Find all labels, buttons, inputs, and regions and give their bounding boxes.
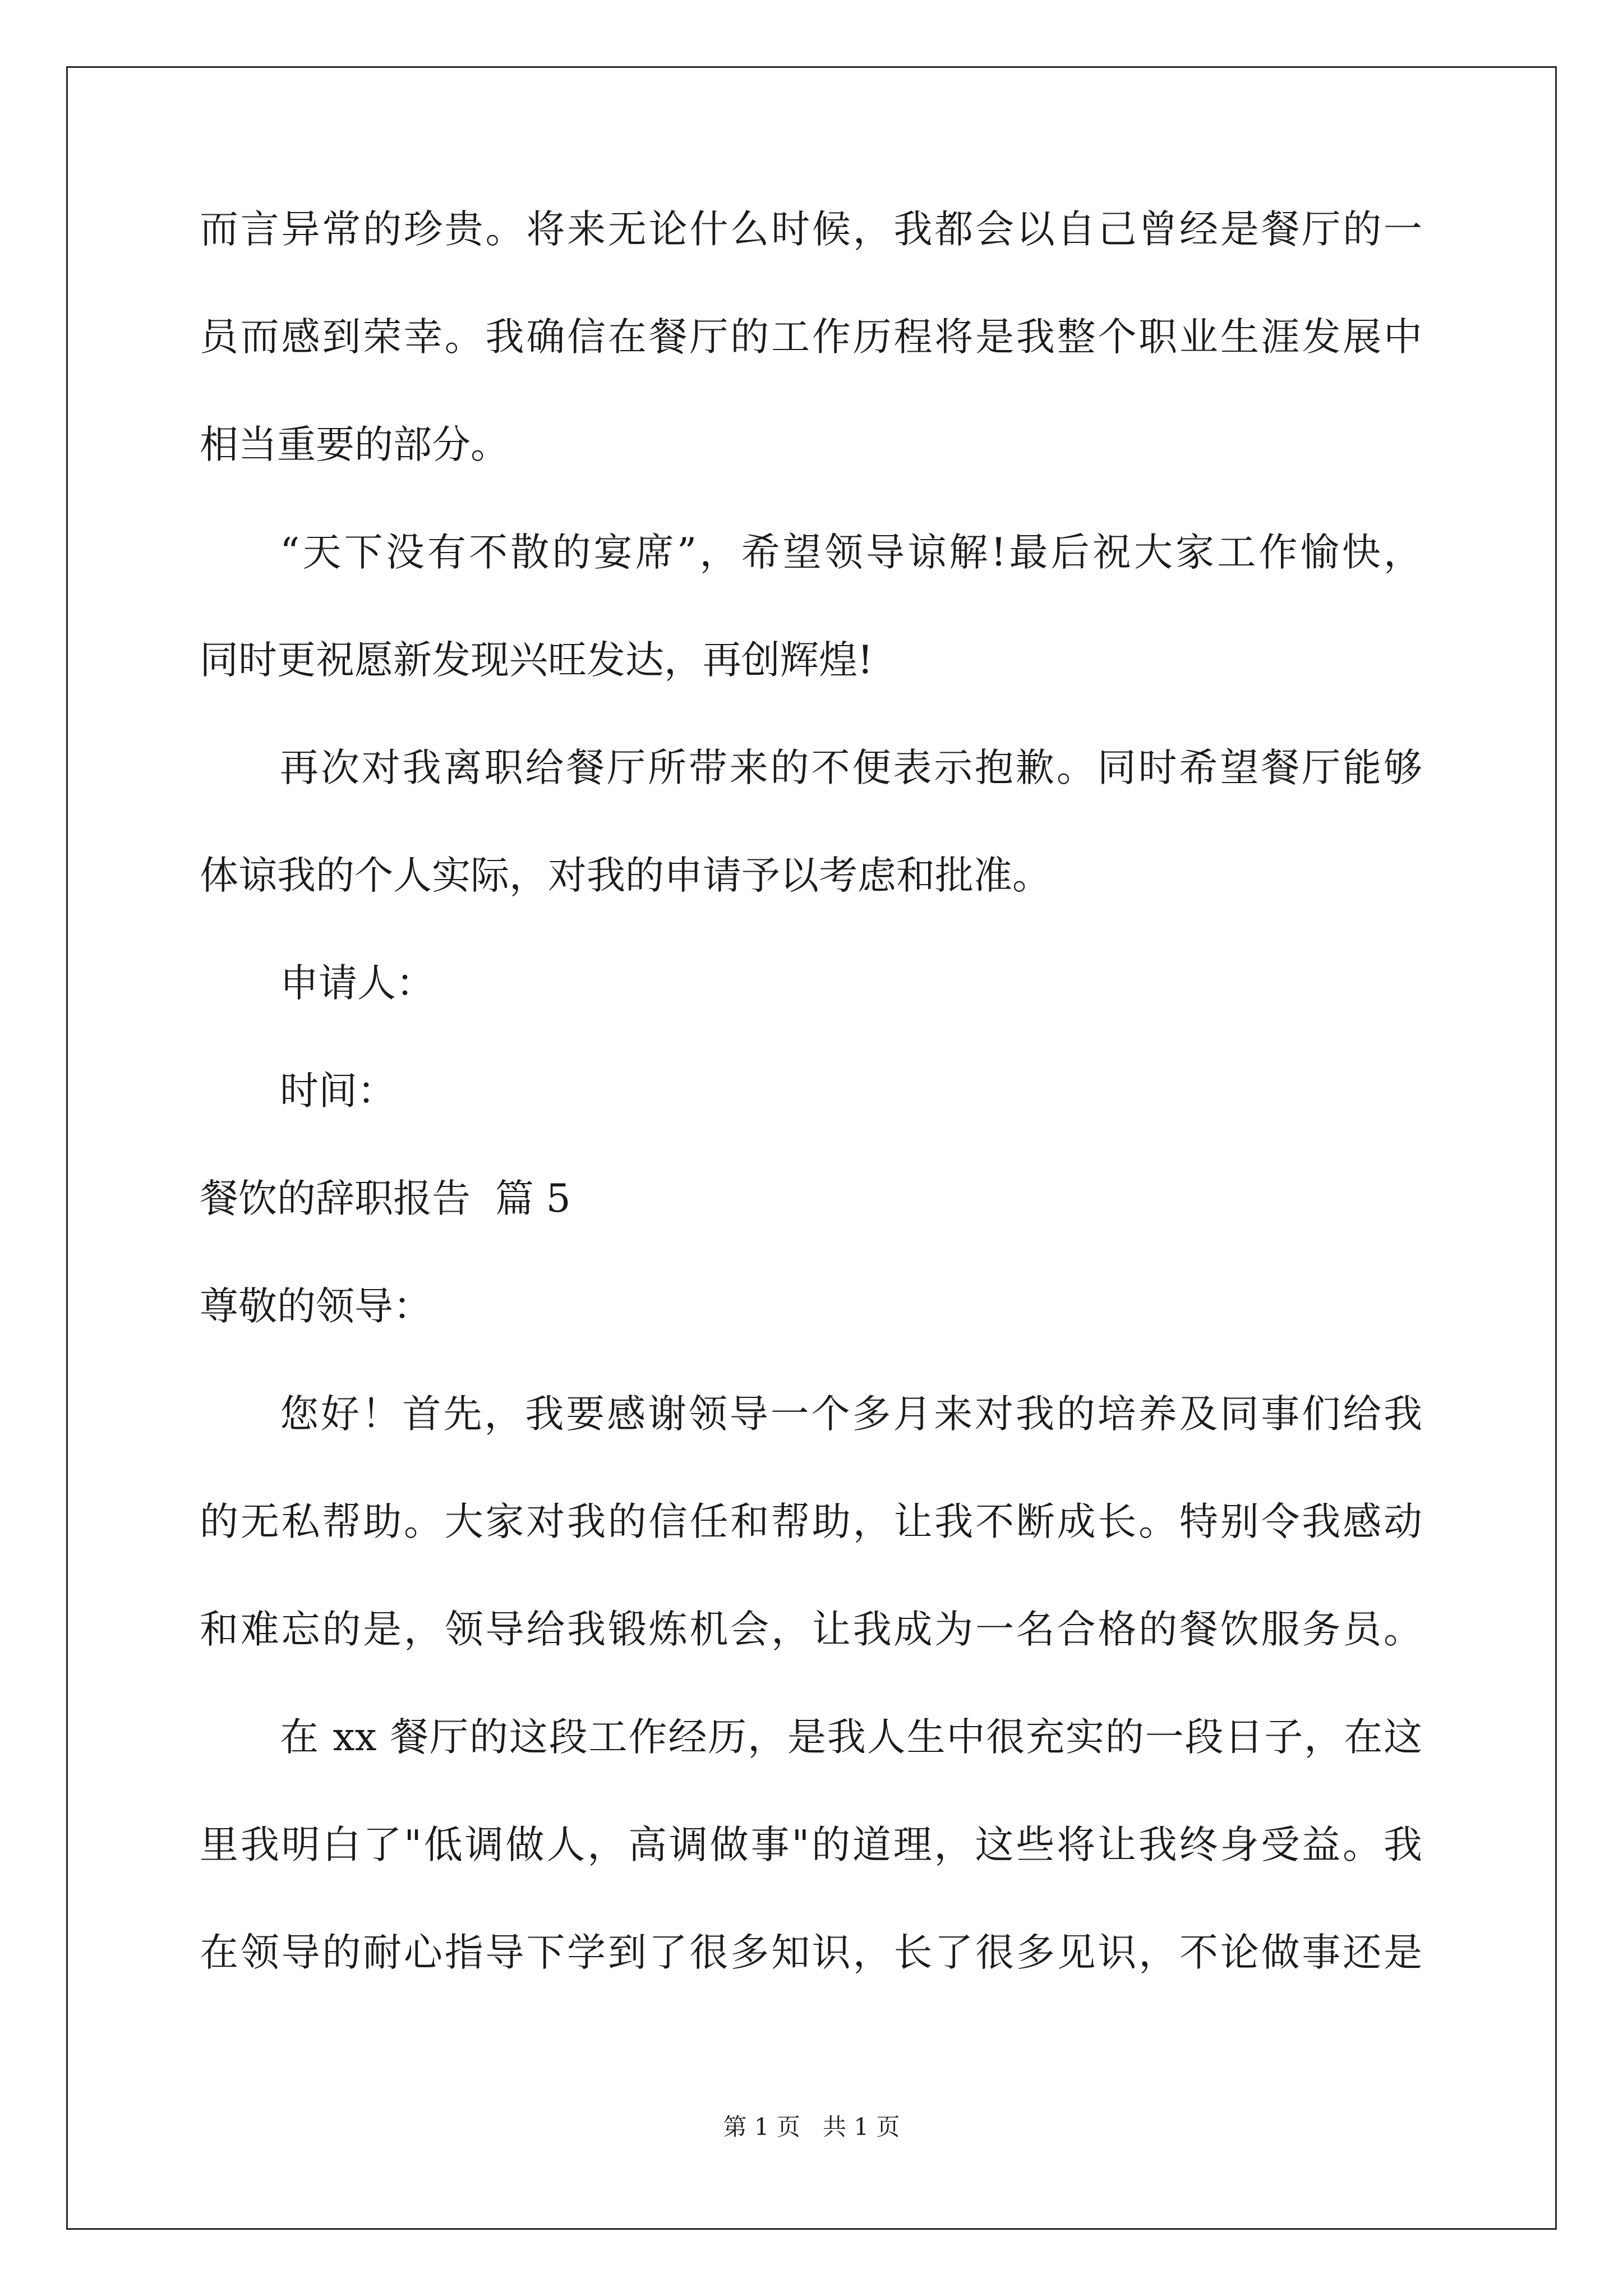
body-line: 体谅我的个人实际，对我的申请予以考虑和批准。 — [200, 853, 1051, 898]
body-line: 再次对我离职给餐厅所带来的不便表示抱歉。同时希望餐厅能够 — [280, 746, 1422, 790]
page-number-footer: 第 1 页 共 1 页 — [723, 2113, 900, 2141]
document-body — [200, 209, 1422, 2040]
signature-date-label: 时间： — [280, 1069, 396, 1114]
body-line: 而言异常的珍贵。将来无论什么时候，我都会以自己曾经是餐厅的一 — [200, 207, 1422, 252]
body-line: 和难忘的是，领导给我锻炼机会，让我成为一名合格的餐饮服务员。 — [200, 1607, 1422, 1652]
body-line: 相当重要的部分。 — [200, 422, 509, 467]
body-line: 的无私帮助。大家对我的信任和帮助，让我不断成长。特别令我感动 — [200, 1499, 1422, 1544]
body-line: “天下没有不散的宴席”，希望领导谅解!最后祝大家工作愉快， — [280, 530, 1422, 575]
body-line: 同时更祝愿新发现兴旺发达，再创辉煌! — [200, 638, 873, 683]
body-line: 在领导的耐心指导下学到了很多知识，长了很多见识，不论做事还是 — [200, 1930, 1422, 1975]
body-line: 您好！首先，我要感谢领导一个多月来对我的培养及同事们给我 — [280, 1392, 1422, 1437]
section-heading: 餐饮的辞职报告 篇 5 — [200, 1176, 571, 1221]
body-line: 在 xx 餐厅的这段工作经历，是我人生中很充实的一段日子，在这 — [280, 1715, 1422, 1760]
body-line: 员而感到荣幸。我确信在餐厅的工作历程将是我整个职业生涯发展中 — [200, 315, 1422, 360]
body-line: 里我明白了"低调做人，高调做事"的道理，这些将让我终身受益。我 — [200, 1823, 1422, 1867]
salutation: 尊敬的领导： — [200, 1284, 432, 1329]
signature-applicant-label: 申请人： — [280, 961, 435, 1006]
